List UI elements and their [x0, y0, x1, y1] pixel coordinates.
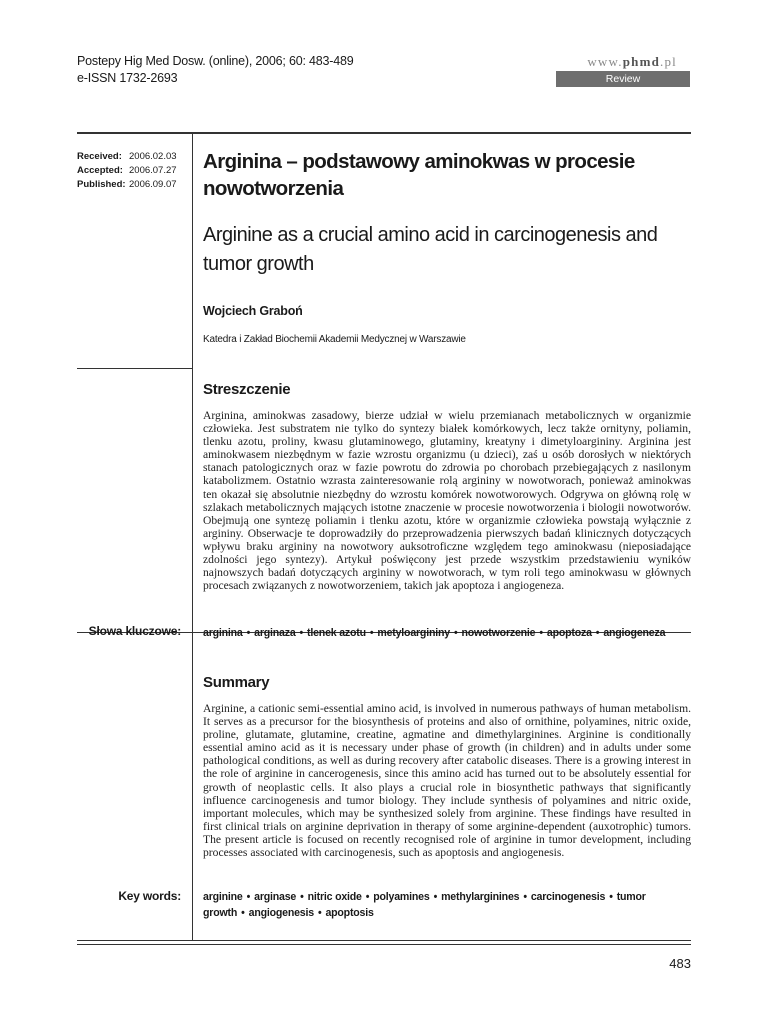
keyword: angiogeneza [603, 627, 666, 639]
keyword-separator: • [300, 891, 304, 903]
date-label: Published: [77, 179, 126, 190]
site-suffix: .pl [660, 54, 677, 69]
keyword: angiogenesis [248, 907, 314, 919]
keyword: nitric oxide [307, 891, 362, 903]
date-label: Accepted: [77, 165, 123, 176]
keyword: metyloargininy [377, 627, 450, 639]
site-prefix: www. [587, 54, 623, 69]
date-label: Received: [77, 151, 122, 162]
keyword-separator: • [369, 627, 374, 639]
publication-dates [77, 150, 177, 192]
keyword-separator: • [595, 627, 600, 639]
keyword-separator: • [523, 891, 527, 903]
keyword: arginina [203, 627, 243, 639]
section-badge: Review [556, 71, 690, 87]
title-english: Arginine as a crucial amino acid in carcinogenesis and tumor growth [203, 224, 658, 275]
page-number: 483 [669, 956, 691, 971]
affiliation: Katedra i Zakład Biochemii Akademii Medycznej w Warszawie [203, 334, 466, 345]
keyword-separator: • [241, 907, 245, 919]
top-rule [77, 132, 691, 134]
abstract-pl-text: Arginina, aminokwas zasadowy, bierze udział w wielu przemianach metabolicznych w organizmie człowieka. Jest substratem nie tylko do syntezy białek komórkowych, lecz także ornityny, poliamin, tlenku azotu, proliny, kwasu glutaminowego, glutaminy, kreatyny i dimetyloargininy. Arginina jest aminokwasem niezbędnym w fazie wzrostu organizmu (u dzieci), zaś u osób dorosłych w niektórych stanach patologicznych oraz w fazie powrotu do zdrowia po chorobach przebiegających z nasilonym katabolizmem. Ostatnio wzrasta zainteresowanie rolą argininy w nowotworach, ponieważ aminokwas ten okazał się absolutnie niezbędny do wzrostu komórek nowotworowych. Odgrywa on główną rolę w szlakach metabolicznych mających istotne znaczenie w procesie nowotworzenia i biologii nowotworów. Obejmują one syntezę poliamin i tlenku azotu, które w organizmie człowieka powstają wyłącznie z argininy. Obserwacje te doprowadziły do przeprowadzenia pierwszych badań klinicznych dotyczących wpływu braku argininy na nowotwory auksotroficzne względem tego aminokwasu (nieposiadające zdolności jego syntezy). Artykuł poświęcony jest przede wszystkim przedstawieniu wyników najnowszych badań dotyczących argininy w nowotworach, w tym roli tego aminokwasu w głównych procesach związanych z nowotworzeniem, takich jak apoptoza i angiogeneza. [203, 409, 691, 593]
keyword-separator: • [539, 627, 543, 639]
abstract-en-text: Arginine, a cationic semi-essential amino acid, is involved in numerous pathways of human metabolism. It serves as a precursor for the biosynthesis of proteins and also of ornithine, polyamines, nitric oxide, proline, glutamate, glutamine, creatine, agmatine and dimethylarginines. Arginine is conditionally essential amino acid as it is necessary under phase of growth (in children) and in adults under some pathological conditions, as well as during recovery after catabolic diseases. There is a growing interest in the role of arginine in cancerogenesis, since this amino acid has turned out to be absolutely essential for growth of neoplastic cells. It also plays a crucial role in biosynthetic pathways that significantly influence carcinogenesis and tumor biology. They include synthesis of polyamines and nitric oxide, important molecules, which may be synthesized solely from arginine. These findings have resulted in first clinical trials on arginine deprivation in therapy of some arginine-dependent (auxotrophic) tumors. The present article is focused on recently recognised role of arginine in tumor development, including processes associated with carcinogenesis, such as apoptosis and angiogenesis. [203, 702, 691, 860]
keyword-separator: • [453, 627, 458, 639]
journal-citation: Postepy Hig Med Dosw. (online), 2006; 60: 483-489 [77, 54, 354, 68]
keywords-en-list [203, 889, 693, 921]
keyword: nowotworzenie [461, 627, 536, 639]
keyword-separator: • [433, 891, 438, 903]
sidebar-rule [77, 368, 192, 369]
issn-line: e-ISSN 1732-2693 [77, 71, 178, 85]
journal-website[interactable] [587, 54, 677, 70]
date-accepted [77, 164, 177, 178]
keyword: arginase [254, 891, 297, 903]
keyword: tumor growth [203, 891, 646, 919]
keyword: methylarginines [441, 891, 520, 903]
date-value: 2006.07.27 [129, 165, 177, 176]
abstract-en-heading: Summary [203, 674, 270, 691]
keyword: carcinogenesis [530, 891, 606, 903]
keywords-en-label: Key words: [118, 889, 181, 903]
date-received [77, 150, 177, 164]
date-value: 2006.09.07 [129, 179, 177, 190]
keywords-pl-list [203, 625, 693, 641]
keyword-separator: • [246, 891, 251, 903]
author: Wojciech Graboń [203, 304, 303, 318]
keywords-pl-label: Słowa kluczowe: [88, 624, 181, 638]
abstract-pl-heading: Streszczenie [203, 381, 291, 398]
title-polish: Arginina – podstawowy aminokwas w procesie nowotworzenia [203, 150, 635, 200]
date-published [77, 178, 177, 192]
keyword-separator: • [609, 891, 613, 903]
keyword-separator: • [246, 627, 251, 639]
bottom-rule-double [77, 944, 691, 945]
keyword-separator: • [299, 627, 304, 639]
keyword: polyamines [373, 891, 430, 903]
date-value: 2006.02.03 [129, 151, 177, 162]
column-divider [192, 134, 193, 940]
site-name: phmd [622, 54, 661, 69]
keyword: arginine [203, 891, 243, 903]
keyword-separator: • [317, 907, 322, 919]
keyword-separator: • [365, 891, 370, 903]
bottom-rule [77, 940, 691, 941]
keyword: tlenek azotu [307, 627, 366, 639]
keyword: apoptoza [546, 627, 592, 639]
keyword: arginaza [254, 627, 296, 639]
keyword: apoptosis [325, 907, 374, 919]
